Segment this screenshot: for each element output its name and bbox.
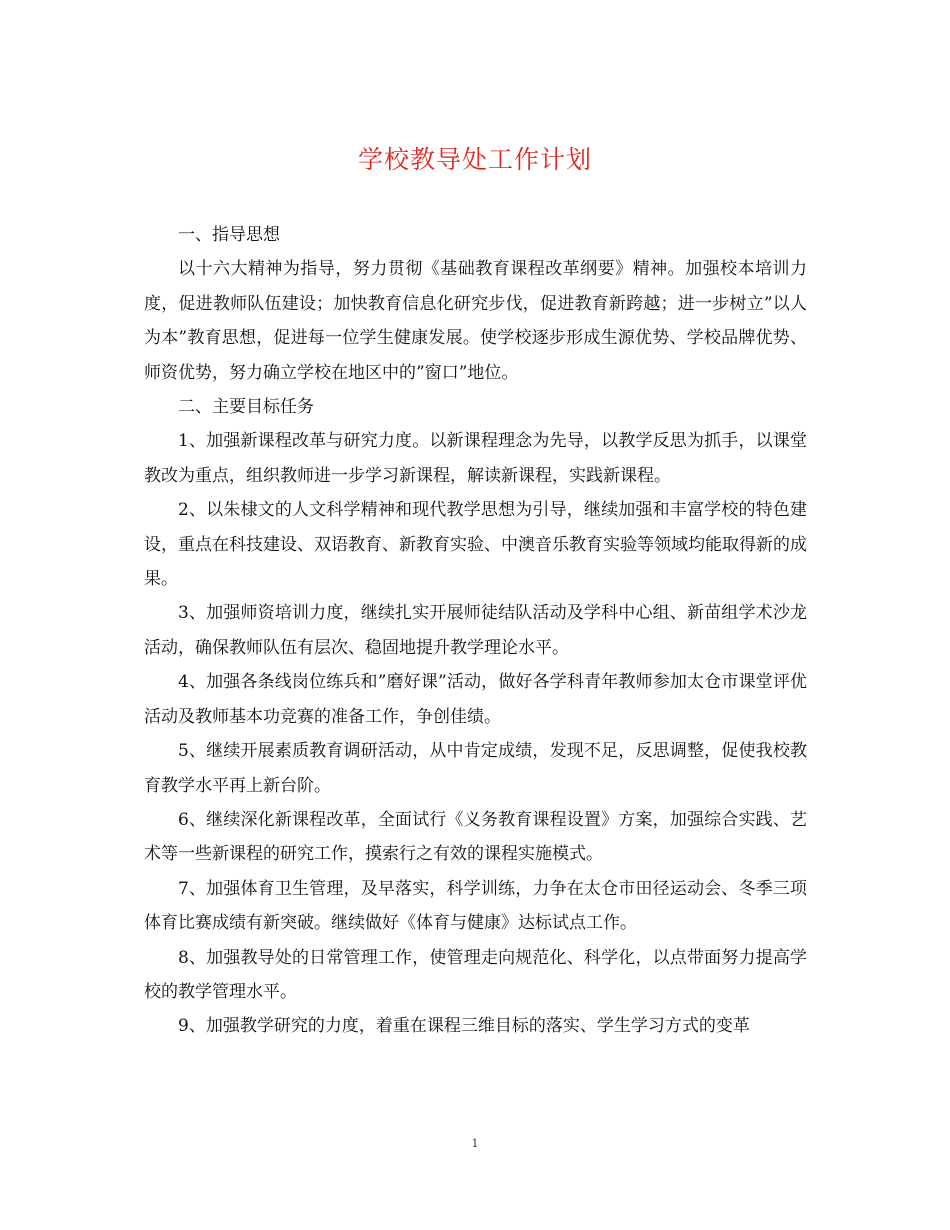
- section-heading-main-goals: 二、主要目标任务: [178, 397, 314, 418]
- goal-item-4: 4、加强各条线岗位练兵和”磨好课”活动，做好各学科青年教师参加太仓市课堂评优活动及教师基本功竞赛的准备工作，争创佳绩。: [144, 672, 807, 727]
- page-number: 1: [471, 1137, 479, 1150]
- goal-item-5: 5、继续开展素质教育调研活动，从中肯定成绩，发现不足，反思调整，促使我校教育教学水平再上新台阶。: [144, 741, 807, 796]
- goal-item-9: 9、加强教学研究的力度，着重在课程三维目标的落实、学生学习方式的变革: [178, 1016, 750, 1037]
- document-body: [144, 218, 807, 1044]
- paragraph-guiding-thought: 以十六大精神为指导，努力贯彻《基础教育课程改革纲要》精神。加强校本培训力度，促进教师队伍建设；加快教育信息化研究步伐，促进教育新跨越；进一步树立”以人为本”教育思想，促进每一位学生健康发展。使学校逐步形成生源优势、学校品牌优势、师资优势，努力确立学校在地区中的”窗口”地位。: [144, 259, 807, 383]
- section-heading-guiding-thought: 一、指导思想: [178, 225, 280, 245]
- goal-item-6: 6、继续深化新课程改革，全面试行《义务教育课程设置》方案，加强综合实践、艺术等一些新课程的研究工作，摸索行之有效的课程实施模式。: [144, 809, 807, 865]
- goal-item-8: 8、加强教导处的日常管理工作，使管理走向规范化、科学化，以点带面努力提高学校的教学管理水平。: [144, 947, 807, 1002]
- goal-item-1: 1、加强新课程改革与研究力度。以新课程理念为先导，以教学反思为抓手，以课堂教改为重点，组织教师进一步学习新课程，解读新课程，实践新课程。: [144, 431, 807, 486]
- goal-item-7: 7、加强体育卫生管理，及早落实，科学训练，力争在太仓市田径运动会、冬季三项体育比赛成绩有新突破。继续做好《体育与健康》达标试点工作。: [144, 878, 807, 934]
- document-title: 学校教导处工作计划: [357, 145, 592, 174]
- goal-item-2: 2、以朱棣文的人文科学精神和现代教学思想为引导，继续加强和丰富学校的特色建设，重点在科技建设、双语教育、新教育实验、中澳音乐教育实验等领域均能取得新的成果。: [144, 500, 807, 590]
- goal-item-3: 3、加强师资培训力度，继续扎实开展师徒结队活动及学科中心组、新苗组学术沙龙活动，确保教师队伍有层次、稳固地提升教学理论水平。: [144, 603, 807, 658]
